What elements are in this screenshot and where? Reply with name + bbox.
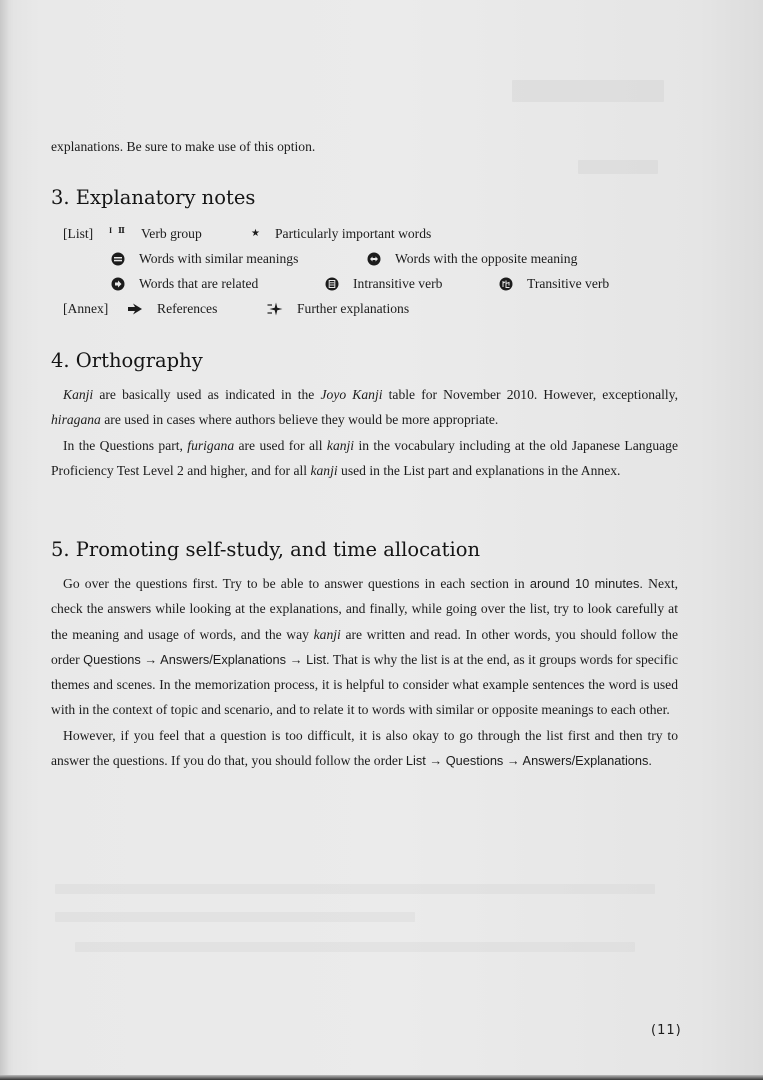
- carryover-paragraph: explanations. Be sure to make use of this option.: [51, 139, 316, 154]
- section-heading-explanatory-notes: 3. Explanatory notes: [51, 186, 256, 209]
- legend-label-transitive: Transitive verb: [527, 276, 610, 291]
- annex-label: [Annex]: [63, 301, 109, 316]
- orthography-paragraph-2: [51, 433, 678, 484]
- term-kanji: kanji: [310, 462, 338, 478]
- text-run: That is why the list is at the end, as it groups words for specific themes and scenes. In the memorization process, it is helpful to consider what example sentences the word is used with in the context of topic and scenario, and to relate it to words with similar or opposite meanings to each other.: [51, 651, 678, 718]
- section-4: [51, 348, 678, 483]
- text-run: in the vocabulary including at the old Japanese Language Proficiency Test Level 2 and higher, and for all: [51, 437, 678, 478]
- section-5: [51, 537, 678, 773]
- text-run: However, if you feel that a question is too difficult, it is also okay to go through the list first and then try to answer the questions. If you do that, you should follow the order: [51, 727, 678, 769]
- self-study-paragraph-2: [51, 723, 678, 774]
- opposite-arrows-circle-icon: [367, 252, 381, 266]
- roman-numeral-one-two-icon: I Ⅱ: [109, 226, 127, 235]
- annex-label-further: Further explanations: [297, 301, 410, 316]
- star-icon: ★: [251, 228, 260, 239]
- section-heading-self-study: 5. Promoting self-study, and time allocation: [51, 538, 481, 561]
- page-number: (11): [651, 1023, 682, 1038]
- text-run: Go over the questions first. Try to be able to answer questions in each section in: [63, 576, 530, 591]
- section-heading-orthography: 4. Orthography: [51, 349, 203, 372]
- arrow-right-icon: [127, 302, 143, 316]
- intro-block: [51, 134, 678, 159]
- legend-label-similar: Words with similar meanings: [139, 251, 299, 266]
- time-allocation-highlight: around 10 minutes.: [529, 576, 643, 591]
- term-hiragana: hiragana: [51, 412, 101, 428]
- term-furigana: furigana: [187, 437, 235, 453]
- transitive-verb-icon: [499, 277, 513, 291]
- page-bottom-edge: [0, 1075, 763, 1080]
- equals-circle-icon: [111, 252, 125, 266]
- legend-label-verb-group: Verb group: [141, 226, 202, 241]
- text-run: used in the List part and explanations in the Annex.: [337, 462, 621, 478]
- legend-row-1: [63, 225, 431, 243]
- annex-label-references: References: [157, 301, 218, 316]
- legend-label-opposite: Words with the opposite meaning: [395, 251, 578, 266]
- text-run: are used for all: [234, 437, 327, 453]
- sparkle-icon: [267, 302, 283, 316]
- text-run: are used in cases where authors believe they would be more appropriate.: [100, 412, 499, 428]
- related-circle-icon: [111, 277, 125, 291]
- legend-label-important: Particularly important words: [275, 226, 432, 241]
- text-run: are written and read. In other words, you should follow the order: [51, 626, 678, 667]
- text-run: Next, check the answers while looking at the explanations, and finally, while going over the list, try to look carefully at the meaning and usage of words, and the way: [51, 576, 678, 642]
- legend-label-related: Words that are related: [139, 276, 259, 291]
- alternate-order-highlight: List → Questions → Answers/Explanations.: [405, 753, 652, 769]
- list-label: [List]: [63, 226, 94, 241]
- text-run: table for November 2010. However, exceptionally,: [382, 387, 678, 402]
- term-kanji: kanji: [326, 437, 355, 453]
- text-run: In the Questions part,: [63, 437, 188, 453]
- legend-row-3: [111, 275, 609, 293]
- term-kanji: Kanji: [63, 387, 94, 402]
- orthography-paragraph-1: [51, 382, 678, 433]
- legend-row-2: [111, 250, 577, 268]
- section-3: [51, 185, 678, 211]
- term-joyo-kanji: Joyo Kanji: [320, 387, 383, 402]
- legend-label-intransitive: Intransitive verb: [353, 276, 443, 291]
- legend-row-annex: [63, 300, 409, 318]
- self-study-paragraph-1: [51, 571, 678, 723]
- study-order-highlight: Questions → Answers/Explanations → List.: [83, 651, 330, 667]
- term-kanji: kanji: [313, 626, 341, 642]
- page-gutter-shadow: [0, 0, 8, 1080]
- intransitive-verb-icon: [325, 277, 339, 291]
- text-run: are basically used as indicated in the: [93, 387, 321, 402]
